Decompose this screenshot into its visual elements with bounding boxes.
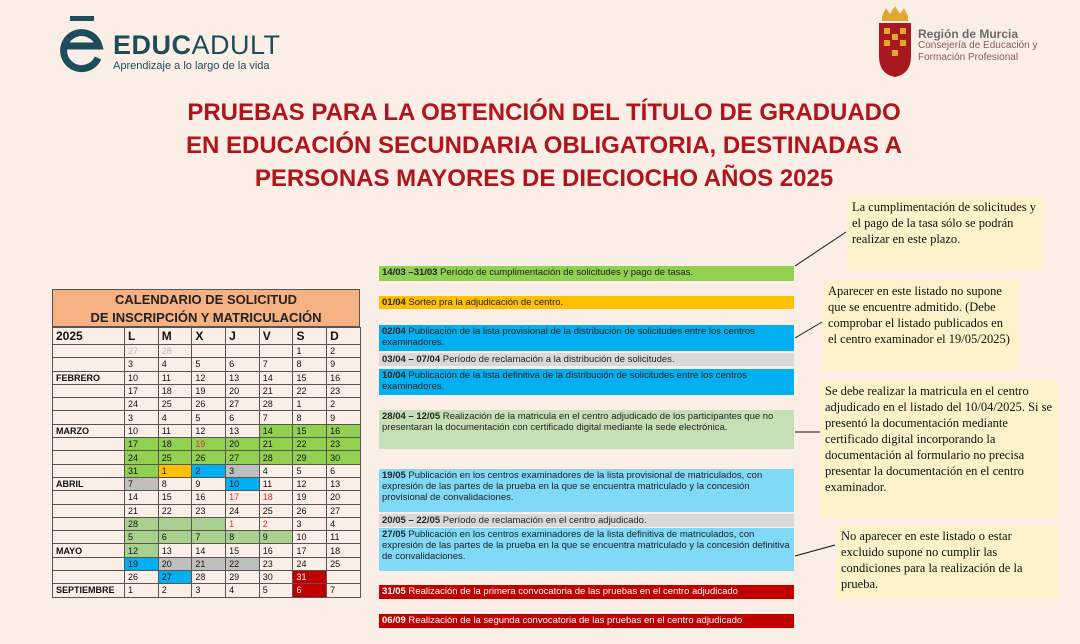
calendar-day-cell: 1 bbox=[125, 584, 159, 597]
calendar-day-cell: 19 bbox=[125, 557, 159, 570]
calendar-day-cell: 22 bbox=[293, 384, 327, 397]
calendar-day-cell: 9 bbox=[192, 477, 226, 490]
calendar-day-cell: 3 bbox=[125, 411, 159, 424]
calendar-day-cell: 2 bbox=[327, 398, 361, 411]
calendar-day-cell: 27 bbox=[158, 571, 192, 584]
calendar-day-cell: 11 bbox=[158, 424, 192, 437]
calendar-day-cell: 20 bbox=[226, 384, 260, 397]
calendar-day-cell: 20 bbox=[158, 557, 192, 570]
calendar-day-cell: 3 bbox=[192, 584, 226, 597]
calendar-day-cell: 18 bbox=[158, 384, 192, 397]
calendar-day-cell: 22 bbox=[226, 557, 260, 570]
event-item: 19/05 Publicación en los centros examinadores de la lista provisional de matriculados, con expresión de las partes de la prueba en la que se encuentra matriculado y la concesión provisional de convalidaciones. bbox=[379, 469, 794, 512]
day-header: S bbox=[293, 328, 327, 345]
calendar-day-cell: 26 bbox=[293, 504, 327, 517]
calendar-day-cell: 7 bbox=[192, 531, 226, 544]
department-line-1: Consejería de Educación y bbox=[918, 40, 1038, 51]
calendar-month-label: SEPTIEMBRE bbox=[53, 584, 125, 597]
calendar-day-cell: 23 bbox=[192, 504, 226, 517]
calendar-day-cell: 24 bbox=[125, 451, 159, 464]
note-provisional-list: Aparecer en este listado no supone que se encuentre admitido. (Debe comprobar el listado publicados en el centro examinador el 19/05/2025) bbox=[823, 280, 1019, 370]
calendar-day-cell: 5 bbox=[259, 584, 293, 597]
calendar-day-cell: 12 bbox=[192, 424, 226, 437]
event-item: 06/09 Realización de la segunda convocatoria de las pruebas en el centro adjudicado bbox=[379, 614, 794, 628]
calendar-day-cell: 7 bbox=[259, 358, 293, 371]
calendar-day-cell: 10 bbox=[293, 531, 327, 544]
calendar-day-cell: 3 bbox=[226, 464, 260, 477]
calendar-day-cell: 19 bbox=[192, 438, 226, 451]
calendar-day-cell: 10 bbox=[226, 477, 260, 490]
calendar-day-cell: 17 bbox=[125, 384, 159, 397]
calendar-day-cell: 8 bbox=[293, 358, 327, 371]
calendar-day-cell: 10 bbox=[125, 424, 159, 437]
calendar-day-cell: 28 bbox=[158, 345, 192, 358]
calendar-day-cell: 13 bbox=[327, 477, 361, 490]
event-item: 27/05 Publicación en los centros examinadores de la lista definitiva de matriculados, con expresión de las partes de la prueba en la que se encuentra matriculado y la concesión definitiva de convalidaciones. bbox=[379, 528, 794, 571]
note-enrollment: Se debe realizar la matricula en el centro adjudicado en el listado del 10/04/2025. Si se presentó la documentación mediante certificado digital incorporando la documentación al formulario no precisa presentar la documentación en el centro examinador. bbox=[820, 380, 1058, 518]
calendar-day-cell: 26 bbox=[192, 398, 226, 411]
calendar-day-cell: 8 bbox=[226, 531, 260, 544]
calendar-day-cell: 19 bbox=[192, 384, 226, 397]
day-header: J bbox=[226, 328, 260, 345]
calendar-month-label: FEBRERO bbox=[53, 371, 125, 384]
calendar-day-cell: 16 bbox=[327, 424, 361, 437]
calendar-day-cell: 25 bbox=[158, 451, 192, 464]
calendar-day-cell: 21 bbox=[259, 384, 293, 397]
calendar-day-cell: 1 bbox=[293, 398, 327, 411]
calendar-day-cell: 13 bbox=[226, 371, 260, 384]
calendar-day-cell: 7 bbox=[125, 477, 159, 490]
calendar-day-cell: 30 bbox=[192, 517, 226, 530]
calendar-day-cell: 12 bbox=[192, 371, 226, 384]
calendar-day-cell: 17 bbox=[293, 544, 327, 557]
calendar-day-cell: 13 bbox=[226, 424, 260, 437]
note-application-period: La cumplimentación de solicitudes y el pago de la tasa sólo se podrán realizar en este plazo. bbox=[847, 196, 1043, 269]
calendar-month-label: ABRIL bbox=[53, 477, 125, 490]
page-title: PRUEBAS PARA LA OBTENCIÓN DEL TÍTULO DE GRADUADO EN EDUCACIÓN SECUNDARIA OBLIGATORIA, DESTINADAS A PERSONAS MAYORES DE DIECIOCHO AÑOS 2025 bbox=[185, 99, 903, 192]
calendar-day-cell: 29 bbox=[293, 451, 327, 464]
calendar-day-cell: 27 bbox=[226, 451, 260, 464]
calendar-day-cell: 18 bbox=[327, 544, 361, 557]
calendar-day-cell: 21 bbox=[192, 557, 226, 570]
calendar-day-cell: 3 bbox=[125, 358, 159, 371]
calendar-day-cell: 5 bbox=[192, 358, 226, 371]
calendar-day-cell: 21 bbox=[259, 438, 293, 451]
day-header: V bbox=[259, 328, 293, 345]
event-item: 02/04 Publicación de la lista provisional de la distribución de solicitudes entre los centros examinadores. bbox=[379, 325, 794, 351]
day-header: M bbox=[158, 328, 192, 345]
calendar-day-cell: 14 bbox=[259, 424, 293, 437]
calendar-day-cell: 24 bbox=[125, 398, 159, 411]
calendar-day-cell: 23 bbox=[259, 557, 293, 570]
calendar-day-cell: 7 bbox=[259, 411, 293, 424]
region-name: Región de Murcia bbox=[918, 27, 1019, 41]
event-item: 28/04 – 12/05 Realización de la matricula en el centro adjudicado de los participantes que no presentaran la documentación con certificado digital mediante la sede electrónica. bbox=[379, 410, 794, 449]
calendar-day-cell: 9 bbox=[327, 411, 361, 424]
calendar-day-cell: 8 bbox=[293, 411, 327, 424]
calendar-day-cell: 24 bbox=[293, 557, 327, 570]
calendar-day-cell: 7 bbox=[327, 584, 361, 597]
calendar-day-cell: 15 bbox=[226, 544, 260, 557]
calendar-day-cell: 14 bbox=[192, 544, 226, 557]
calendar-day-cell: 6 bbox=[226, 411, 260, 424]
calendar-day-cell: 17 bbox=[226, 491, 260, 504]
calendar-day-cell: 25 bbox=[259, 504, 293, 517]
day-header: L bbox=[125, 328, 159, 345]
calendar-day-cell: 4 bbox=[158, 411, 192, 424]
calendar-day-cell: 28 bbox=[192, 571, 226, 584]
calendar-day-cell: 20 bbox=[327, 491, 361, 504]
calendar-day-cell: 1 bbox=[293, 345, 327, 358]
calendar-day-cell: 27 bbox=[125, 345, 159, 358]
department-line-2: Formación Profesional bbox=[918, 52, 1019, 63]
calendar-month-label: MAYO bbox=[53, 544, 125, 557]
calendar-day-cell: 22 bbox=[293, 438, 327, 451]
calendar-day-cell: 21 bbox=[125, 504, 159, 517]
calendar-day-cell: 5 bbox=[293, 464, 327, 477]
educadult-tagline: Aprendizaje a lo largo de la vida bbox=[113, 60, 270, 72]
calendar-day-cell: 6 bbox=[293, 584, 327, 597]
calendar-day-cell: 3 bbox=[293, 517, 327, 530]
event-item: 20/05 – 22/05 Período de reclamación en el centro adjudicado. bbox=[379, 514, 794, 527]
calendar-day-cell: 26 bbox=[125, 571, 159, 584]
calendar-day-cell: 4 bbox=[158, 358, 192, 371]
day-header: D bbox=[327, 328, 361, 345]
calendar-day-cell: 2 bbox=[327, 345, 361, 358]
calendar-day-cell: 9 bbox=[327, 358, 361, 371]
calendar-day-cell: 4 bbox=[226, 584, 260, 597]
calendar-day-cell: 19 bbox=[293, 491, 327, 504]
calendar-day-cell: 12 bbox=[293, 477, 327, 490]
calendar-title: CALENDARIO DE SOLICITUD DE INSCRIPCIÓN Y MATRICULACIÓN bbox=[52, 289, 360, 327]
calendar-day-cell: 2 bbox=[259, 517, 293, 530]
calendar-day-cell: 13 bbox=[158, 544, 192, 557]
calendar-day-cell: 18 bbox=[158, 438, 192, 451]
calendar-day-cell: 10 bbox=[125, 371, 159, 384]
calendar-month-label: MARZO bbox=[53, 424, 125, 437]
calendar-day-cell: 27 bbox=[226, 398, 260, 411]
calendar-day-cell: 1 bbox=[158, 464, 192, 477]
calendar-day-cell: 18 bbox=[259, 491, 293, 504]
event-item: 31/05 Realización de la primera convocatoria de las pruebas en el centro adjudicado bbox=[379, 585, 794, 599]
calendar-day-cell: 23 bbox=[327, 438, 361, 451]
calendar-day-cell: 26 bbox=[192, 451, 226, 464]
calendar-day-cell: 14 bbox=[125, 491, 159, 504]
calendar-day-cell: 16 bbox=[327, 371, 361, 384]
calendar-day-cell: 14 bbox=[259, 371, 293, 384]
calendar-day-cell: 11 bbox=[259, 477, 293, 490]
day-header: X bbox=[192, 328, 226, 345]
calendar-day-cell: 6 bbox=[158, 531, 192, 544]
calendar-day-cell: 8 bbox=[158, 477, 192, 490]
calendar-day-cell: 31 bbox=[125, 464, 159, 477]
calendar-day-cell: 9 bbox=[259, 531, 293, 544]
calendar-day-cell: 6 bbox=[226, 358, 260, 371]
calendar-day-cell: 11 bbox=[158, 371, 192, 384]
calendar-day-cell: 16 bbox=[259, 544, 293, 557]
calendar-day-cell: 28 bbox=[259, 398, 293, 411]
calendar-day-cell: 29 bbox=[158, 517, 192, 530]
calendar-day-cell: 20 bbox=[226, 438, 260, 451]
calendar-day-cell: 1 bbox=[226, 517, 260, 530]
event-item: 10/04 Publicación de la lista definitiva de la distribución de solicitudes entre los centros examinadores. bbox=[379, 369, 794, 395]
calendar-day-cell: 11 bbox=[327, 531, 361, 544]
calendar-day-cell: 4 bbox=[327, 517, 361, 530]
calendar-day-cell: 5 bbox=[125, 531, 159, 544]
event-item: 03/04 – 07/04 Período de reclamación a la distribución de solicitudes. bbox=[379, 353, 794, 366]
calendar-day-cell: 16 bbox=[192, 491, 226, 504]
note-definitive-list: No aparecer en este listado o estar excluido supone no cumplir las condiciones para la realización de la prueba. bbox=[836, 525, 1058, 599]
calendar-day-cell: 22 bbox=[158, 504, 192, 517]
calendar-day-cell: 27 bbox=[327, 504, 361, 517]
calendar-day-cell: 31 bbox=[293, 571, 327, 584]
calendar-day-cell: 6 bbox=[327, 464, 361, 477]
calendar-day-cell: 15 bbox=[293, 424, 327, 437]
calendar-day-cell: 28 bbox=[259, 451, 293, 464]
calendar-day-cell: 30 bbox=[327, 451, 361, 464]
educadult-wordmark: EDUCADULT bbox=[113, 30, 281, 60]
calendar-day-cell: 4 bbox=[259, 464, 293, 477]
calendar-day-cell: 24 bbox=[226, 504, 260, 517]
calendar-day-cell: 25 bbox=[327, 557, 361, 570]
calendar-day-cell: 15 bbox=[158, 491, 192, 504]
event-item: 14/03 –31/03 Período de cumplimentación de solicitudes y pago de tasas. bbox=[379, 266, 794, 281]
event-item: 01/04 Sorteo pra la adjudicación de centro. bbox=[379, 296, 794, 309]
calendar-year: 2025 bbox=[53, 328, 125, 345]
calendar-day-cell: 2 bbox=[192, 464, 226, 477]
calendar-day-cell: 2 bbox=[158, 584, 192, 597]
calendar-day-cell: 15 bbox=[293, 371, 327, 384]
calendar-day-cell: 28 bbox=[125, 517, 159, 530]
calendar-day-cell: 5 bbox=[192, 411, 226, 424]
calendar-day-cell: 17 bbox=[125, 438, 159, 451]
calendar-day-cell: 12 bbox=[125, 544, 159, 557]
calendar-day-cell: 23 bbox=[327, 384, 361, 397]
calendar-day-cell: 25 bbox=[158, 398, 192, 411]
calendar-day-cell: 29 bbox=[226, 571, 260, 584]
calendar-day-cell: 30 bbox=[259, 571, 293, 584]
